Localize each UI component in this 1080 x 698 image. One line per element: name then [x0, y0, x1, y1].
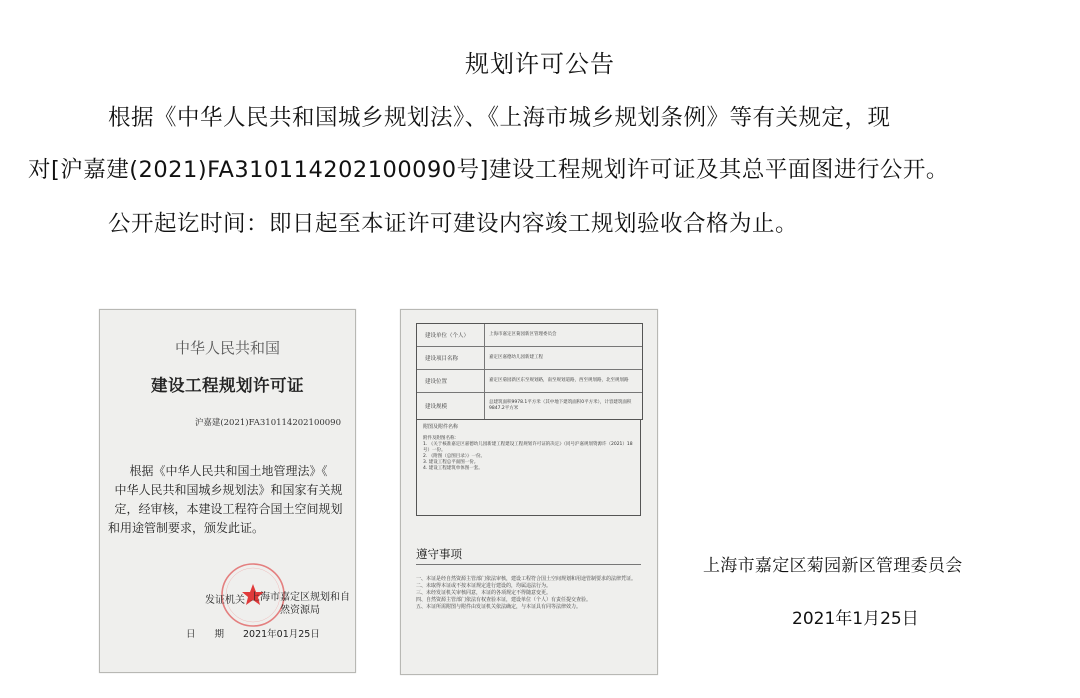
table-row — [417, 324, 642, 347]
committee-name: 上海市嘉定区菊园新区管理委员会 — [703, 556, 963, 576]
issue-date: 2021年01月25日 — [243, 629, 320, 640]
row-label: 建设单位（个人） — [417, 324, 485, 346]
row-value: 总建筑面积9978.1平方米（其中地下建筑面积0平方米），计容建筑面积9847.2平方米 — [489, 400, 632, 411]
attachment-item: 4. 建设工程建筑单体图一套。 — [423, 466, 483, 471]
certificate-body — [106, 462, 351, 538]
attachments-box — [416, 420, 641, 516]
attachment-item: 1. 《关于核准嘉定区嘉德幼儿园新建工程建设工程规划许可证的决定》（同号沪嘉规划资源许（2021）18号）一份。 — [423, 442, 633, 453]
obey-list — [416, 576, 644, 611]
attachment-item: 附件及附图名称： — [423, 436, 459, 441]
table-row — [417, 370, 642, 393]
row-value: 上海市嘉定区菊园新区管理委员会 — [489, 332, 557, 337]
notice-paragraph-1: 根据《中华人民共和国城乡规划法》、《上海市城乡规划条例》等有关规定，现 — [108, 105, 891, 131]
row-value: 嘉定区嘉德幼儿园新建工程 — [489, 355, 543, 360]
certificate-body-line: 和用途管制要求，颁发此证。 — [108, 521, 265, 535]
certificate-front — [99, 309, 356, 673]
certificate-back — [400, 309, 658, 675]
attachments-header: 附图及附件名称 — [423, 424, 459, 430]
obey-item: 一、本证是经自然资源主管部门依法审核，建设工程符合国土空间规划和用途管制要求的法律凭证。 — [416, 576, 637, 582]
attachment-item: 2. 《附图（总图目录）》一份。 — [423, 454, 485, 459]
certificate-country: 中华人民共和国 — [174, 339, 280, 357]
table-row — [417, 347, 642, 370]
issuer-label: 发证机关 — [205, 595, 245, 606]
attachment-item: 3. 建设工程总平面图一份。 — [423, 460, 479, 465]
row-label: 建设位置 — [417, 370, 485, 392]
obey-item: 三、未经发证机关审核同意，本证的各项规定不得随意变更。 — [416, 590, 552, 596]
signature-date: 2021年1月25日 — [792, 609, 919, 629]
certificate-body-line: 定，经审核，本建设工程符合国土空间规划 — [114, 502, 343, 516]
table-row — [417, 393, 642, 419]
certificate-title: 建设工程规划许可证 — [151, 376, 304, 395]
obey-item: 五、本证所需附图与附件由发证机关依法确定，与本证具有同等法律效力。 — [416, 604, 582, 610]
row-label: 建设项目名称 — [417, 347, 485, 369]
certificate-body-line: 中华人民共和国城乡规划法》和国家有关规 — [114, 483, 343, 497]
row-value: 嘉定区菊园新区东至规划路，南至规划道路，西至规划路，北至规划路 — [489, 378, 629, 383]
notice-paragraph-3: 公开起讫时间：即日起至本证许可建设内容竣工规划验收合格为止。 — [108, 211, 799, 237]
obey-item: 二、未取得本证或不按本证规定进行建设的，均属违法行为。 — [416, 583, 552, 589]
obey-divider — [416, 564, 641, 565]
obey-title: 遵守事项 — [416, 547, 462, 561]
certificate-number: 沪嘉建(2021)FA310114202100090 — [194, 418, 341, 428]
row-label: 建设规模 — [417, 393, 485, 419]
issue-date-label: 日 期 — [186, 629, 225, 640]
obey-item: 四、自然资源主管部门依法有权查验本证，建设单位（个人）有责任提交查验。 — [416, 597, 592, 603]
project-table — [416, 323, 643, 420]
issuer-name: 上海市嘉定区规划和自然资源局 — [250, 592, 350, 616]
notice-title: 规划许可公告 — [465, 50, 615, 78]
notice-paragraph-2: 对[沪嘉建(2021)FA310114202100090号]建设工程规划许可证及其总平面图进行公开。 — [28, 157, 949, 183]
certificate-body-line: 根据《中华人民共和国土地管理法》《 — [129, 464, 328, 478]
